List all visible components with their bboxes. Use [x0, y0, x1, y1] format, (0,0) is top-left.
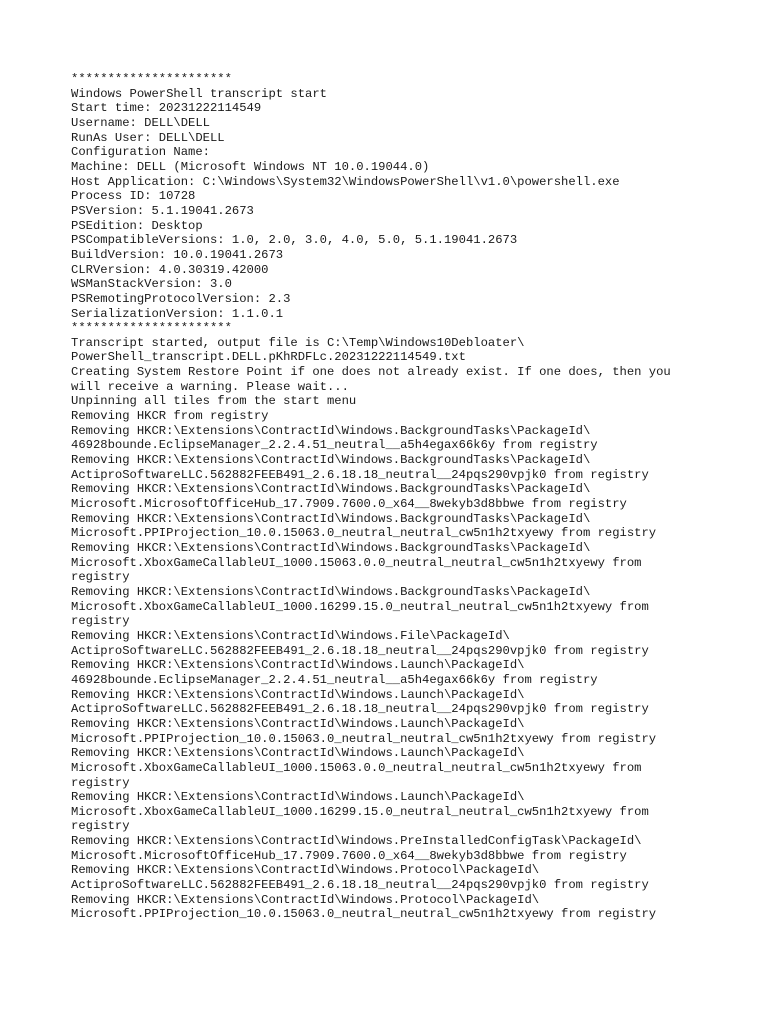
transcript-line: ActiproSoftwareLLC.562882FEEB491_2.6.18.18_neutral__24pqs290vpjk0 from registry — [71, 702, 649, 717]
transcript-line: Removing HKCR:\Extensions\ContractId\Windows.Launch\PackageId\ — [71, 790, 525, 805]
transcript-line: registry — [71, 819, 130, 834]
transcript-line: ********************** — [71, 321, 232, 336]
transcript-line: Removing HKCR:\Extensions\ContractId\Windows.Protocol\PackageId\ — [71, 863, 540, 878]
transcript-line: registry — [71, 570, 130, 585]
transcript-line: Transcript started, output file is C:\Temp\Windows10Debloater\ — [71, 335, 525, 350]
transcript-line: Creating System Restore Point if one does not already exist. If one does, then you — [71, 365, 671, 380]
transcript-line: Microsoft.XboxGameCallableUI_1000.16299.15.0_neutral_neutral_cw5n1h2txyewy from — [71, 599, 649, 614]
transcript-line: ActiproSoftwareLLC.562882FEEB491_2.6.18.18_neutral__24pqs290vpjk0 from registry — [71, 467, 649, 482]
transcript-line: PSCompatibleVersions: 1.0, 2.0, 3.0, 4.0, 5.0, 5.1.19041.2673 — [71, 233, 518, 248]
transcript-line: Removing HKCR:\Extensions\ContractId\Windows.Launch\PackageId\ — [71, 716, 525, 731]
transcript-line: PSVersion: 5.1.19041.2673 — [71, 203, 254, 218]
transcript-line: Removing HKCR:\Extensions\ContractId\Windows.File\PackageId\ — [71, 628, 510, 643]
transcript-line: registry — [71, 775, 130, 790]
transcript-line: SerializationVersion: 1.1.0.1 — [71, 306, 284, 321]
transcript-line: Removing HKCR from registry — [71, 409, 269, 424]
transcript-line: Username: DELL\DELL — [71, 115, 210, 130]
transcript-line: Microsoft.MicrosoftOfficeHub_17.7909.7600.0_x64__8wekyb3d8bbwe from registry — [71, 497, 627, 512]
transcript-line: ActiproSoftwareLLC.562882FEEB491_2.6.18.18_neutral__24pqs290vpjk0 from registry — [71, 643, 649, 658]
transcript-line: will receive a warning. Please wait... — [71, 379, 349, 394]
transcript-line: Windows PowerShell transcript start — [71, 86, 327, 101]
transcript-line: Unpinning all tiles from the start menu — [71, 394, 357, 409]
transcript-line: Removing HKCR:\Extensions\ContractId\Windows.Protocol\PackageId\ — [71, 892, 540, 907]
transcript-line: RunAs User: DELL\DELL — [71, 130, 225, 145]
transcript-line: Host Application: C:\Windows\System32\WindowsPowerShell\v1.0\powershell.exe — [71, 174, 620, 189]
transcript-line: Microsoft.PPIProjection_10.0.15063.0_neutral_neutral_cw5n1h2txyewy from registry — [71, 907, 657, 922]
transcript-line: Removing HKCR:\Extensions\ContractId\Windows.BackgroundTasks\PackageId\ — [71, 584, 591, 599]
transcript-line: Removing HKCR:\Extensions\ContractId\Windows.PreInstalledConfigTask\PackageId\ — [71, 834, 642, 849]
transcript-line: Microsoft.PPIProjection_10.0.15063.0_neutral_neutral_cw5n1h2txyewy from registry — [71, 731, 657, 746]
transcript-line: Removing HKCR:\Extensions\ContractId\Windows.BackgroundTasks\PackageId\ — [71, 511, 591, 526]
transcript-line: Process ID: 10728 — [71, 189, 196, 204]
transcript-text-block — [71, 72, 761, 922]
transcript-line: Removing HKCR:\Extensions\ContractId\Windows.Launch\PackageId\ — [71, 687, 525, 702]
transcript-line: Microsoft.PPIProjection_10.0.15063.0_neutral_neutral_cw5n1h2txyewy from registry — [71, 526, 657, 541]
transcript-line: registry — [71, 614, 130, 629]
transcript-line: Removing HKCR:\Extensions\ContractId\Windows.Launch\PackageId\ — [71, 658, 525, 673]
transcript-line: WSManStackVersion: 3.0 — [71, 277, 232, 292]
transcript-line: ********************** — [71, 72, 232, 86]
transcript-line: 46928bounde.EclipseManager_2.2.4.51_neutral__a5h4egax66k6y from registry — [71, 438, 598, 453]
transcript-line: CLRVersion: 4.0.30319.42000 — [71, 262, 269, 277]
transcript-line: PSEdition: Desktop — [71, 218, 203, 233]
transcript-line: BuildVersion: 10.0.19041.2673 — [71, 247, 284, 262]
transcript-line: ActiproSoftwareLLC.562882FEEB491_2.6.18.18_neutral__24pqs290vpjk0 from registry — [71, 878, 649, 893]
transcript-line: Removing HKCR:\Extensions\ContractId\Windows.BackgroundTasks\PackageId\ — [71, 541, 591, 555]
transcript-line: Microsoft.XboxGameCallableUI_1000.16299.15.0_neutral_neutral_cw5n1h2txyewy from — [71, 804, 649, 819]
transcript-line: Removing HKCR:\Extensions\ContractId\Windows.BackgroundTasks\PackageId\ — [71, 423, 591, 438]
transcript-line: Microsoft.XboxGameCallableUI_1000.15063.0.0_neutral_neutral_cw5n1h2txyewy from — [71, 555, 642, 570]
transcript-line: 46928bounde.EclipseManager_2.2.4.51_neutral__a5h4egax66k6y from registry — [71, 672, 598, 687]
transcript-line: Microsoft.XboxGameCallableUI_1000.15063.0.0_neutral_neutral_cw5n1h2txyewy from — [71, 760, 642, 775]
transcript-line: PSRemotingProtocolVersion: 2.3 — [71, 291, 291, 306]
transcript-line: Microsoft.MicrosoftOfficeHub_17.7909.7600.0_x64__8wekyb3d8bbwe from registry — [71, 848, 627, 863]
transcript-line: Removing HKCR:\Extensions\ContractId\Windows.BackgroundTasks\PackageId\ — [71, 453, 591, 468]
transcript-line: Removing HKCR:\Extensions\ContractId\Windows.BackgroundTasks\PackageId\ — [71, 482, 591, 497]
transcript-line: Removing HKCR:\Extensions\ContractId\Windows.Launch\PackageId\ — [71, 746, 525, 761]
transcript-line: Configuration Name: — [71, 145, 210, 160]
transcript-line: PowerShell_transcript.DELL.pKhRDFLc.20231222114549.txt — [71, 350, 466, 365]
transcript-line: Start time: 20231222114549 — [71, 101, 262, 116]
transcript-line: Machine: DELL (Microsoft Windows NT 10.0.19044.0) — [71, 159, 430, 174]
